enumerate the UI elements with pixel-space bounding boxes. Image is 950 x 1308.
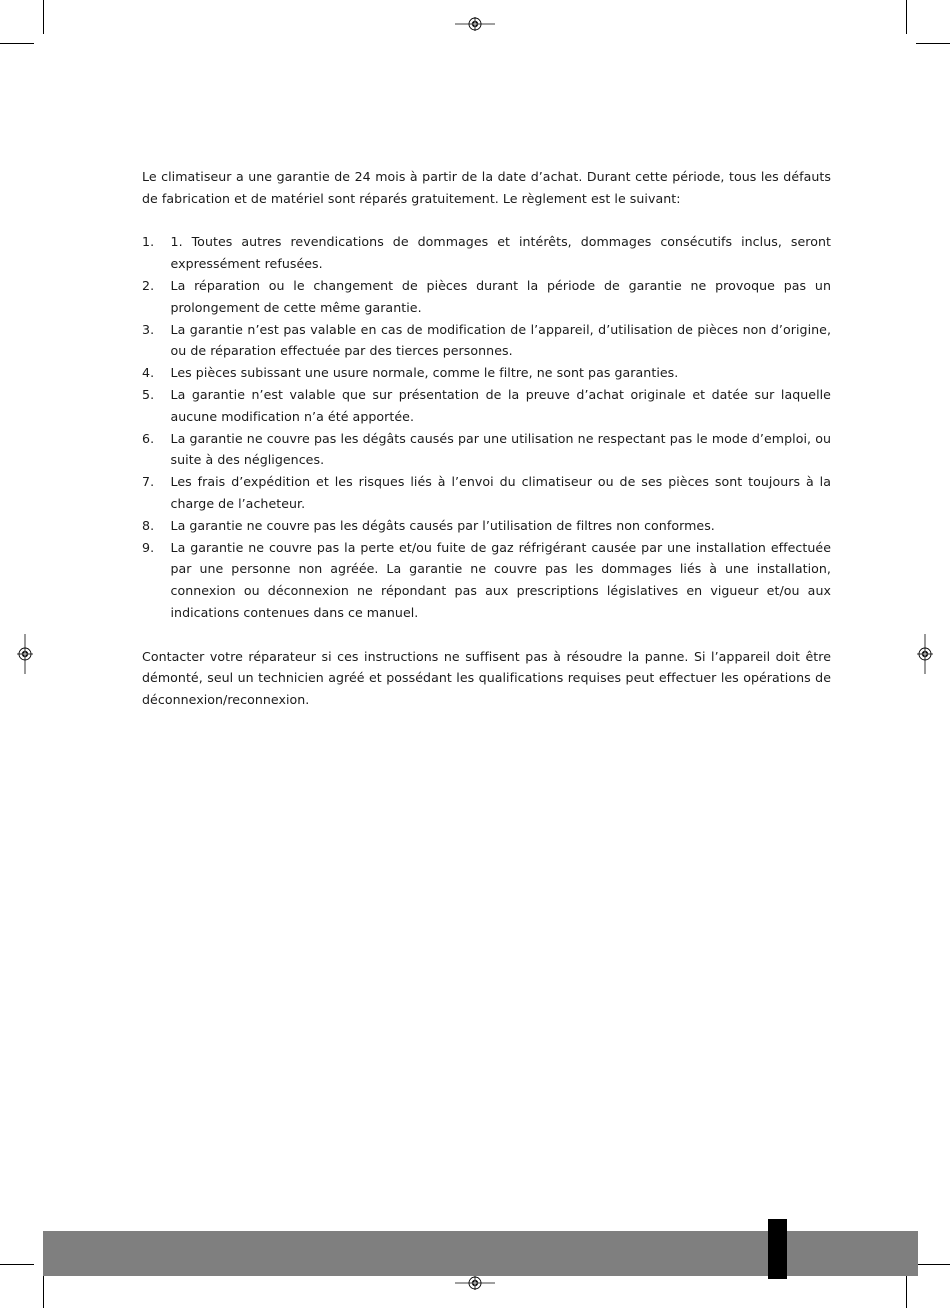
list-item-text: La garantie ne couvre pas les dégâts causés par l’utilisation de filtres non conformes. <box>170 517 715 533</box>
crop-mark-bottom-left-vertical <box>43 1274 44 1308</box>
registration-mark-icon <box>17 634 33 674</box>
list-item <box>142 275 831 319</box>
warranty-rules-list <box>142 231 831 623</box>
crop-mark-top-right-horizontal <box>916 43 950 44</box>
list-item-number: 6. <box>142 430 155 446</box>
list-item-text: Les pièces subissant une usure normale, comme le filtre, ne sont pas garanties. <box>170 365 679 381</box>
list-item-text: Les frais d’expédition et les risques liés à l’envoi du climatiseur ou de ses pièces sont toujours à la charge de l’acheteur. <box>170 474 831 511</box>
list-item-number: 9. <box>142 539 155 555</box>
list-item-number: 3. <box>142 321 155 337</box>
list-item-text: La réparation ou le changement de pièces durant la période de garantie ne provoque pas un prolongement de cette même garantie. <box>170 277 831 315</box>
list-item-number: 8. <box>142 517 155 533</box>
list-item-text: La garantie ne couvre pas la perte et/ou fuite de gaz réfrigérant causée par une installation effectuée par une personne non agréée. La garantie ne couvre pas les dommages liés à une installation, connexion ou déconnexion ne répondant pas aux prescriptions législatives en vigueur et/ou aux indications contenues dans ce manuel. <box>170 539 831 620</box>
registration-mark-icon <box>455 17 495 31</box>
registration-mark-icon <box>917 634 933 674</box>
list-item-text: La garantie n’est pas valable en cas de modification de l’appareil, d’utilisation de pièces non d’origine, ou de réparation effectuée par des tierces personnes. <box>170 321 831 359</box>
list-item-number: 4. <box>142 365 155 381</box>
list-item-text: La garantie n’est valable que sur présentation de la preuve d’achat originale et datée sur laquelle aucune modification n’a été apportée. <box>170 386 831 424</box>
page-tab-marker <box>768 1219 787 1279</box>
list-item <box>142 384 831 428</box>
list-item <box>142 515 831 537</box>
list-item-number: 5. <box>142 386 155 402</box>
list-item-text: 1. Toutes autres revendications de dommages et intérêts, dommages consécutifs inclus, seront expressément refusées. <box>170 234 831 272</box>
list-item <box>142 537 831 624</box>
list-item <box>142 319 831 363</box>
crop-mark-top-left-vertical <box>43 0 44 34</box>
crop-mark-bottom-left-horizontal <box>0 1264 34 1265</box>
crop-mark-top-right-vertical <box>906 0 907 34</box>
list-item-number: 1. <box>142 234 155 250</box>
list-item-text: La garantie ne couvre pas les dégâts causés par une utilisation ne respectant pas le mode d’emploi, ou suite à des négligences. <box>170 430 831 468</box>
registration-mark-icon <box>455 1276 495 1290</box>
intro-paragraph: Le climatiseur a une garantie de 24 mois à partir de la date d’achat. Durant cette période, tous les défauts de fabrication et de matériel sont réparés gratuitement. Le règlement est le suivant: <box>142 169 831 206</box>
list-item <box>142 231 831 275</box>
closing-paragraph: Contacter votre réparateur si ces instructions ne suffisent pas à résoudre la panne. Si l’appareil doit être démonté, seul un technicien agréé et possédant les qualifications requises peut effectuer les opérations de déconnexion/reconnexion. <box>142 648 831 708</box>
document-body <box>142 166 831 711</box>
list-item <box>142 362 831 384</box>
crop-mark-bottom-right-vertical <box>906 1274 907 1308</box>
list-item <box>142 428 831 472</box>
list-item-number: 2. <box>142 277 155 293</box>
crop-mark-bottom-right-horizontal <box>916 1264 950 1265</box>
list-item-number: 7. <box>142 474 155 490</box>
list-item <box>142 471 831 515</box>
crop-mark-top-left-horizontal <box>0 43 34 44</box>
